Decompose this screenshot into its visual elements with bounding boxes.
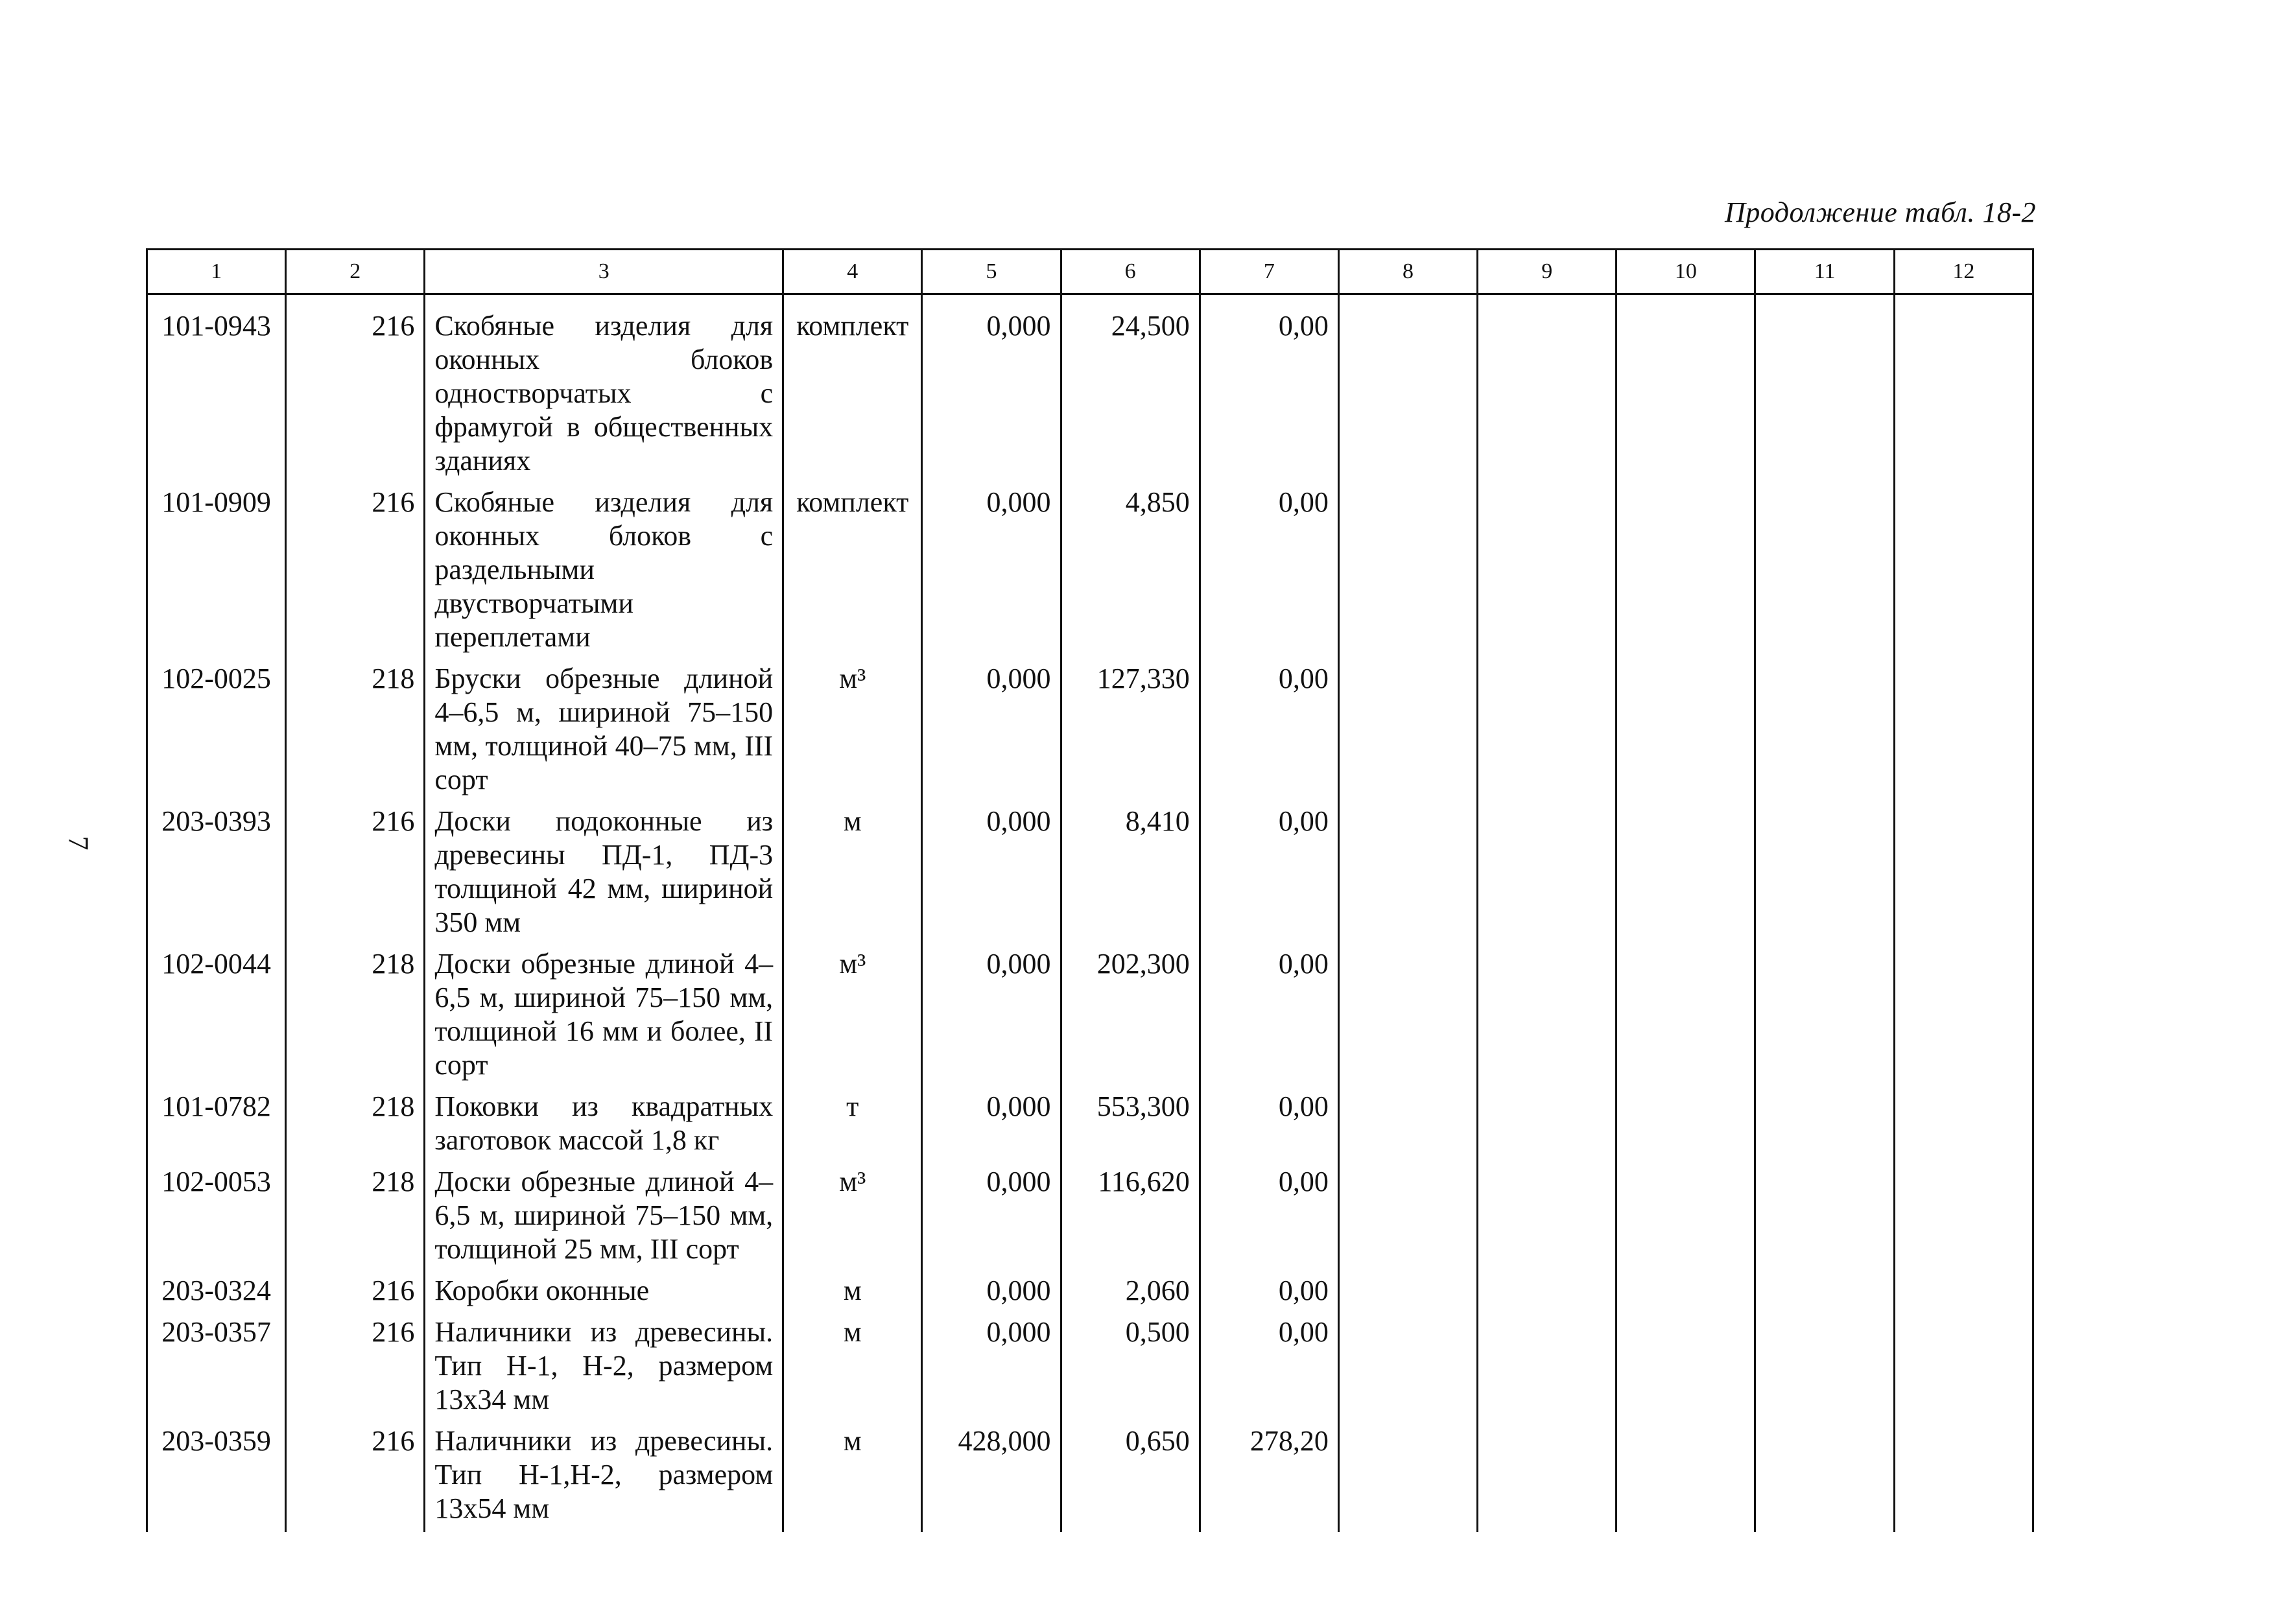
- cost-cell: 0,00: [1200, 654, 1338, 797]
- empty-cell: [1478, 939, 1616, 1082]
- empty-cell: [1894, 1157, 2033, 1266]
- empty-cell: [1616, 1157, 1755, 1266]
- price-cell: 4,850: [1061, 478, 1200, 654]
- cost-cell: 278,20: [1200, 1417, 1338, 1525]
- empty-cell: [1616, 939, 1755, 1082]
- column-header: 12: [1894, 250, 2033, 294]
- empty-cell: [1616, 1417, 1755, 1525]
- empty-cell: [783, 1525, 922, 1532]
- empty-cell: [1200, 1525, 1338, 1532]
- group-code-cell: 216: [286, 1266, 425, 1308]
- cost-cell: 0,00: [1200, 1157, 1338, 1266]
- empty-cell: [1478, 1266, 1616, 1308]
- empty-cell: [1616, 1308, 1755, 1417]
- column-header: 4: [783, 250, 922, 294]
- unit-cell: комплект: [783, 294, 922, 478]
- column-header: 5: [922, 250, 1061, 294]
- empty-cell: [1755, 1157, 1894, 1266]
- group-code-cell: 216: [286, 1308, 425, 1417]
- price-cell: 2,060: [1061, 1266, 1200, 1308]
- empty-cell: [1755, 1308, 1894, 1417]
- material-name-cell: Скобяные изделия для оконных блоков с раздельными двустворчатыми переплетами: [425, 478, 783, 654]
- material-name-cell: Наличники из древесины. Тип Н-1, Н-2, размером 13х34 мм: [425, 1308, 783, 1417]
- table-row: [147, 939, 2033, 1082]
- resource-table: [146, 248, 2034, 1532]
- column-header: 7: [1200, 250, 1338, 294]
- quantity-cell: 0,000: [922, 478, 1061, 654]
- cost-cell: 0,00: [1200, 797, 1338, 939]
- price-cell: 127,330: [1061, 654, 1200, 797]
- empty-cell: [1478, 1157, 1616, 1266]
- material-code-cell: 203-0393: [147, 797, 286, 939]
- unit-cell: м: [783, 1266, 922, 1308]
- price-cell: 202,300: [1061, 939, 1200, 1082]
- material-code-cell: 102-0025: [147, 654, 286, 797]
- material-name-cell: Наличники из древесины. Тип Н-1,Н-2, размером 13х54 мм: [425, 1417, 783, 1525]
- column-header: 1: [147, 250, 286, 294]
- column-header: 3: [425, 250, 783, 294]
- table-row: [147, 797, 2033, 939]
- column-header: 6: [1061, 250, 1200, 294]
- column-number-header-row: [147, 250, 2033, 294]
- group-code-cell: 218: [286, 939, 425, 1082]
- quantity-cell: 0,000: [922, 294, 1061, 478]
- empty-cell: [1755, 478, 1894, 654]
- material-name-cell: Доски обрезные длиной 4–6,5 м, шириной 75–150 мм, толщиной 25 мм, III сорт: [425, 1157, 783, 1266]
- page-number: 7: [62, 836, 95, 851]
- column-header: 9: [1478, 250, 1616, 294]
- price-cell: 116,620: [1061, 1157, 1200, 1266]
- empty-cell: [1338, 1082, 1477, 1157]
- empty-cell: [1338, 1417, 1477, 1525]
- empty-cell: [1894, 1525, 2033, 1532]
- empty-cell: [1616, 654, 1755, 797]
- empty-cell: [1478, 797, 1616, 939]
- column-header: 2: [286, 250, 425, 294]
- quantity-cell: 0,000: [922, 1308, 1061, 1417]
- price-cell: 553,300: [1061, 1082, 1200, 1157]
- table-row: [147, 294, 2033, 478]
- column-header: 10: [1616, 250, 1755, 294]
- empty-cell: [1755, 1417, 1894, 1525]
- material-name-cell: Бруски обрезные длиной 4–6,5 м, шириной 75–150 мм, толщиной 40–75 мм, III сорт: [425, 654, 783, 797]
- empty-cell: [1616, 797, 1755, 939]
- quantity-cell: 0,000: [922, 1082, 1061, 1157]
- table-row: [147, 1157, 2033, 1266]
- empty-cell: [147, 1525, 286, 1532]
- table-row: [147, 478, 2033, 654]
- unit-cell: м³: [783, 939, 922, 1082]
- group-code-cell: 218: [286, 1157, 425, 1266]
- empty-cell: [1478, 478, 1616, 654]
- empty-cell: [1338, 1308, 1477, 1417]
- cost-cell: 0,00: [1200, 1308, 1338, 1417]
- table-row: [147, 1417, 2033, 1525]
- empty-cell: [1338, 294, 1477, 478]
- group-code-cell: 216: [286, 797, 425, 939]
- table-row: [147, 1308, 2033, 1417]
- quantity-cell: 0,000: [922, 654, 1061, 797]
- material-name-cell: Скобяные изделия для оконных блоков одностворчатых с фрамугой в общественных зданиях: [425, 294, 783, 478]
- empty-cell: [1338, 797, 1477, 939]
- group-code-cell: 218: [286, 654, 425, 797]
- material-code-cell: 101-0943: [147, 294, 286, 478]
- empty-cell: [1894, 478, 2033, 654]
- price-cell: 8,410: [1061, 797, 1200, 939]
- cost-cell: 0,00: [1200, 939, 1338, 1082]
- group-code-cell: 218: [286, 1082, 425, 1157]
- quantity-cell: 0,000: [922, 1266, 1061, 1308]
- table-caption: Продолжение табл. 18-2: [1725, 196, 2036, 228]
- material-code-cell: 203-0359: [147, 1417, 286, 1525]
- empty-cell: [1338, 654, 1477, 797]
- empty-cell: [1894, 797, 2033, 939]
- cost-cell: 0,00: [1200, 478, 1338, 654]
- empty-cell: [1338, 1157, 1477, 1266]
- quantity-cell: 428,000: [922, 1417, 1061, 1525]
- table-row: [147, 1082, 2033, 1157]
- empty-cell: [1894, 1266, 2033, 1308]
- column-header: 8: [1338, 250, 1477, 294]
- empty-cell: [1755, 1525, 1894, 1532]
- empty-cell: [1894, 654, 2033, 797]
- price-cell: 24,500: [1061, 294, 1200, 478]
- material-name-cell: Поковки из квадратных заготовок массой 1,8 кг: [425, 1082, 783, 1157]
- quantity-cell: 0,000: [922, 797, 1061, 939]
- empty-cell: [1061, 1525, 1200, 1532]
- material-name-cell: Доски подоконные из древесины ПД-1, ПД-3 толщиной 42 мм, шириной 350 мм: [425, 797, 783, 939]
- unit-cell: т: [783, 1082, 922, 1157]
- material-code-cell: 101-0909: [147, 478, 286, 654]
- material-name-cell: Доски обрезные длиной 4–6,5 м, шириной 75–150 мм, толщиной 16 мм и более, II сорт: [425, 939, 783, 1082]
- cost-cell: 0,00: [1200, 294, 1338, 478]
- table-filler-row: [147, 1525, 2033, 1532]
- column-header: 11: [1755, 250, 1894, 294]
- empty-cell: [1755, 939, 1894, 1082]
- material-code-cell: 203-0357: [147, 1308, 286, 1417]
- material-name-cell: Коробки оконные: [425, 1266, 783, 1308]
- unit-cell: м: [783, 1308, 922, 1417]
- cost-cell: 0,00: [1200, 1082, 1338, 1157]
- unit-cell: м³: [783, 1157, 922, 1266]
- table-row: [147, 1266, 2033, 1308]
- empty-cell: [1478, 1082, 1616, 1157]
- empty-cell: [1894, 1082, 2033, 1157]
- material-code-cell: 102-0044: [147, 939, 286, 1082]
- material-code-cell: 203-0324: [147, 1266, 286, 1308]
- empty-cell: [1478, 294, 1616, 478]
- empty-cell: [1478, 654, 1616, 797]
- empty-cell: [1338, 1525, 1477, 1532]
- empty-cell: [1894, 294, 2033, 478]
- empty-cell: [1894, 1417, 2033, 1525]
- empty-cell: [1338, 478, 1477, 654]
- group-code-cell: 216: [286, 478, 425, 654]
- price-cell: 0,500: [1061, 1308, 1200, 1417]
- cost-cell: 0,00: [1200, 1266, 1338, 1308]
- unit-cell: м³: [783, 654, 922, 797]
- empty-cell: [922, 1525, 1061, 1532]
- empty-cell: [1894, 939, 2033, 1082]
- empty-cell: [1478, 1308, 1616, 1417]
- quantity-cell: 0,000: [922, 939, 1061, 1082]
- empty-cell: [1755, 1266, 1894, 1308]
- empty-cell: [1616, 478, 1755, 654]
- empty-cell: [1894, 1308, 2033, 1417]
- empty-cell: [286, 1525, 425, 1532]
- material-code-cell: 102-0053: [147, 1157, 286, 1266]
- empty-cell: [1616, 1266, 1755, 1308]
- empty-cell: [1616, 1082, 1755, 1157]
- unit-cell: комплект: [783, 478, 922, 654]
- empty-cell: [1338, 1266, 1477, 1308]
- empty-cell: [1616, 294, 1755, 478]
- quantity-cell: 0,000: [922, 1157, 1061, 1266]
- empty-cell: [1755, 1082, 1894, 1157]
- empty-cell: [1755, 797, 1894, 939]
- unit-cell: м: [783, 797, 922, 939]
- unit-cell: м: [783, 1417, 922, 1525]
- group-code-cell: 216: [286, 294, 425, 478]
- table-body: [147, 294, 2033, 1533]
- group-code-cell: 216: [286, 1417, 425, 1525]
- empty-cell: [1338, 939, 1477, 1082]
- empty-cell: [1755, 294, 1894, 478]
- table-row: [147, 654, 2033, 797]
- price-cell: 0,650: [1061, 1417, 1200, 1525]
- empty-cell: [1755, 654, 1894, 797]
- empty-cell: [1478, 1525, 1616, 1532]
- empty-cell: [1478, 1417, 1616, 1525]
- empty-cell: [1616, 1525, 1755, 1532]
- empty-cell: [425, 1525, 783, 1532]
- material-code-cell: 101-0782: [147, 1082, 286, 1157]
